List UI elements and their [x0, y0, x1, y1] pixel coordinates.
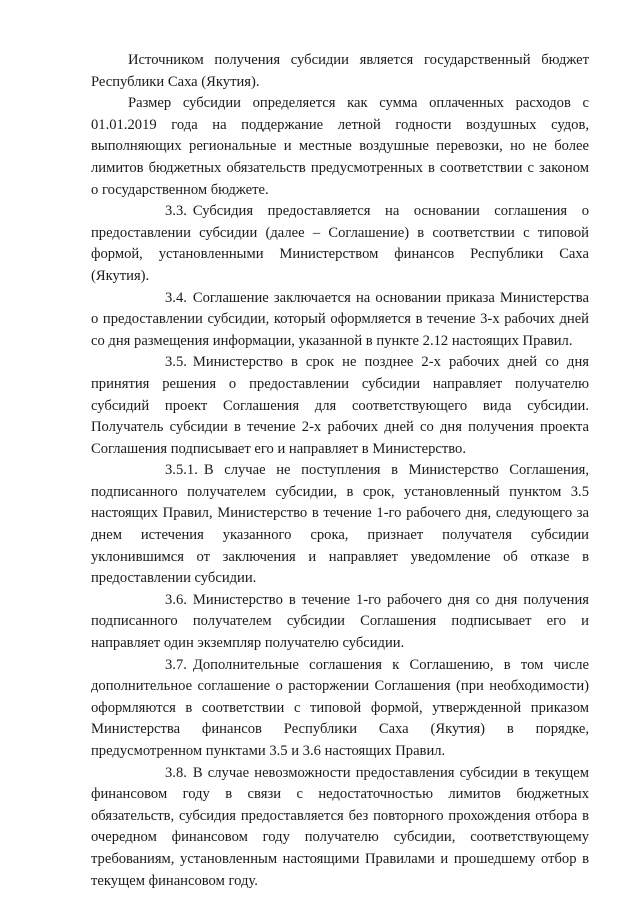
paragraph-3-3	[91, 201, 589, 287]
paragraph-3-6	[91, 590, 589, 655]
paragraph-text: Источником получения субсидии является государственный бюджет Республики Саха (Якутия).	[91, 52, 589, 90]
paragraph-text: Субсидия предоставляется на основании соглашения о предоставлении субсидии (далее – Соглашение) в соответствии с типовой формой, установленными Министерством финансов Республики Саха (Якутия).	[91, 203, 589, 284]
paragraph-number: 3.5.	[165, 354, 187, 371]
paragraph-text: В случае невозможности предоставления субсидии в текущем финансовом году в связи с недостаточностью лимитов бюджетных обязательств, субсидия предоставляется без повторного прохождения отбора в очередном финансовом году получателю субсидии, соответствующему требованиям, установленным настоящими Правилами и прошедшему отбор в текущем финансовом году.	[91, 764, 589, 889]
paragraph-number: 3.8.	[165, 764, 187, 781]
paragraph-number: 3.6.	[165, 591, 187, 608]
paragraph-text: В случае не поступления в Министерство Соглашения, подписанного получателем субсидии, в срок, установленный пунктом 3.5 настоящих Правил, Министерство в течение 1-го рабочего дня, следующего за днем истечения указанного срока, признает получателя субсидии уклонившимся от заключения и направляет уведомление об отказе в предоставлении субсидии.	[91, 462, 589, 587]
paragraph-number: 3.5.1.	[165, 462, 198, 479]
paragraph-text: Дополнительные соглашения к Соглашению, в том числе дополнительное соглашение о расторжении Соглашения (при необходимости) оформляются в соответствии с типовой формой, утвержденной приказом Министерства финансов Республики Саха (Якутия) в порядке, предусмотренном пунктами 3.5 и 3.6 настоящих Правил.	[91, 656, 589, 759]
paragraph-number: 3.3.	[165, 203, 187, 220]
paragraph-number: 3.4.	[165, 289, 187, 306]
paragraph-3-5	[91, 352, 589, 460]
paragraph-text: Соглашение заключается на основании приказа Министерства о предоставлении субсидии, который оформляется в течение 3-х рабочих дней со дня размещения информации, указанной в пункте 2.12 настоящих Правил.	[91, 289, 589, 349]
paragraph-number: 3.7.	[165, 656, 187, 673]
paragraph-text: Министерство в срок не позднее 2-х рабочих дней со дня принятия решения о предоставлении субсидии направляет получателю субсидий проект Соглашения для соответствующего вида субсидии. Получатель субсидии в течение 2-х рабочих дней со дня получения проекта Соглашения подписывает его и направляет в Министерство.	[91, 354, 589, 457]
paragraph-text: Размер субсидии определяется как сумма оплаченных расходов с 01.01.2019 года на поддержание летной годности воздушных судов, выполняющих региональные и местные воздушные перевозки, но не более лимитов бюджетных обязательств предусмотренных в соответствии с законом о государственном бюджете.	[91, 95, 589, 198]
paragraph-source	[91, 50, 589, 93]
paragraph-amount	[91, 93, 589, 201]
document-body	[91, 50, 589, 892]
paragraph-3-5-1	[91, 460, 589, 590]
paragraph-3-4	[91, 288, 589, 353]
paragraph-3-7	[91, 655, 589, 763]
paragraph-3-8	[91, 763, 589, 893]
paragraph-text: Министерство в течение 1-го рабочего дня со дня получения подписанного получателем субсидии Соглашения подписывает его и направляет один экземпляр получателю субсидии.	[91, 591, 589, 652]
